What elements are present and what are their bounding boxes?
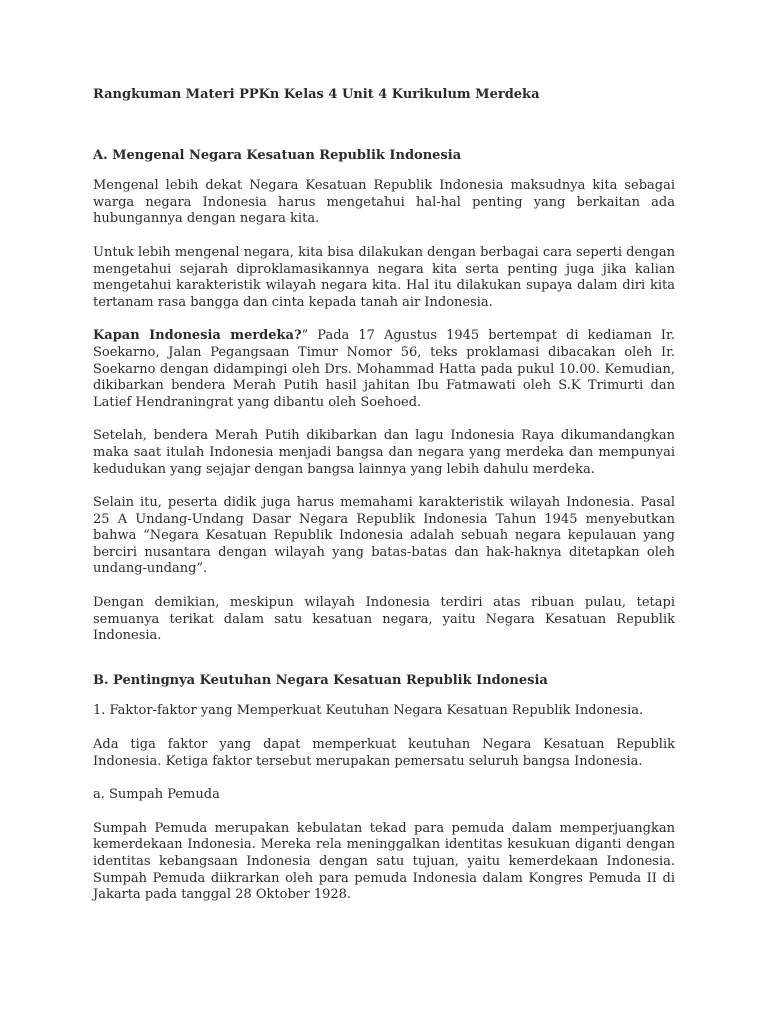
section-b-paragraph-1: 1. Faktor-faktor yang Memperkuat Keutuhan Negara Kesatuan Republik Indonesia. (93, 703, 644, 719)
section-b-paragraph-4: Sumpah Pemuda merupakan kebulatan tekad para pemuda dalam memperjuangkan kemerdekaan Indonesia. Mereka rela meninggalkan identitas kesukuan diganti dengan identitas kebangsaan Indonesia dengan satu tujuan, yaitu kemerdekaan Indonesia. Sumpah Pemuda diikrarkan oleh para pemuda Indonesia dalam Kongres Pemuda II di Jakarta pada tanggal 28 Oktober 1928. (93, 820, 675, 903)
question-lead: Kapan Indonesia merdeka? (93, 328, 302, 344)
section-b-subheading-a: a. Sumpah Pemuda (93, 787, 220, 803)
section-a-paragraph-5: Selain itu, peserta didik juga harus memahami karakteristik wilayah Indonesia. Pasal 25 A Undang-Undang Dasar Negara Republik Indonesia Tahun 1945 menyebutkan bahwa “Negara Kesatuan Republik Indonesia adalah sebuah negara kepulauan yang berciri nusantara dengan wilayah yang batas-batas dan hak-haknya ditetapkan oleh undang-undang”. (93, 495, 675, 577)
document-title: Rangkuman Materi PPKn Kelas 4 Unit 4 Kurikulum Merdeka (93, 87, 540, 102)
document-page (93, 87, 675, 904)
section-b-paragraph-2: Ada tiga faktor yang dapat memperkuat keutuhan Negara Kesatuan Republik Indonesia. Ketiga faktor tersebut merupakan pemersatu seluruh bangsa Indonesia. (93, 737, 675, 769)
section-a-heading: A. Mengenal Negara Kesatuan Republik Indonesia (93, 147, 462, 163)
section-a-paragraph-3 (93, 328, 675, 411)
section-b-heading: B. Pentingnya Keutuhan Negara Kesatuan Republik Indonesia (93, 672, 548, 688)
section-a-paragraph-1: Mengenal lebih dekat Negara Kesatuan Republik Indonesia maksudnya kita sebagai warga negara Indonesia harus mengetahui hal-hal penting yang berkaitan ada hubungannya dengan negara kita. (93, 178, 675, 227)
section-a-paragraph-2: Untuk lebih mengenal negara, kita bisa dilakukan dengan berbagai cara seperti dengan mengetahui sejarah diproklamasikannya negara kita serta penting juga jika kalian mengetahui karakteristik wilayah negara kita. Hal itu dilakukan supaya dalam diri kita tertanam rasa bangga dan cinta kepada tanah air Indonesia. (93, 244, 675, 310)
question-answer: ” Pada 17 Agustus 1945 bertempat di kediaman Ir. Soekarno, Jalan Pegangsaan Timur Nomor 56, teks proklamasi dibacakan oleh Ir. Soekarno dengan didampingi oleh Drs. Mohammad Hatta pada pukul 10.00. Kemudian, dikibarkan bendera Merah Putih hasil jahitan Ibu Fatmawati oleh S.K Trimurti dan Latief Hendraningrat yang dibantu oleh Soehoed. (93, 328, 675, 410)
section-a-paragraph-4: Setelah, bendera Merah Putih dikibarkan dan lagu Indonesia Raya dikumandangkan maka saat itulah Indonesia menjadi bangsa dan negara yang merdeka dan mempunyai kedudukan yang sejajar dengan bangsa lainnya yang lebih dahulu merdeka. (93, 428, 675, 477)
section-a-paragraph-6: Dengan demikian, meskipun wilayah Indonesia terdiri atas ribuan pulau, tetapi semuanya terikat dalam satu kesatuan negara, yaitu Negara Kesatuan Republik Indonesia. (93, 595, 675, 644)
